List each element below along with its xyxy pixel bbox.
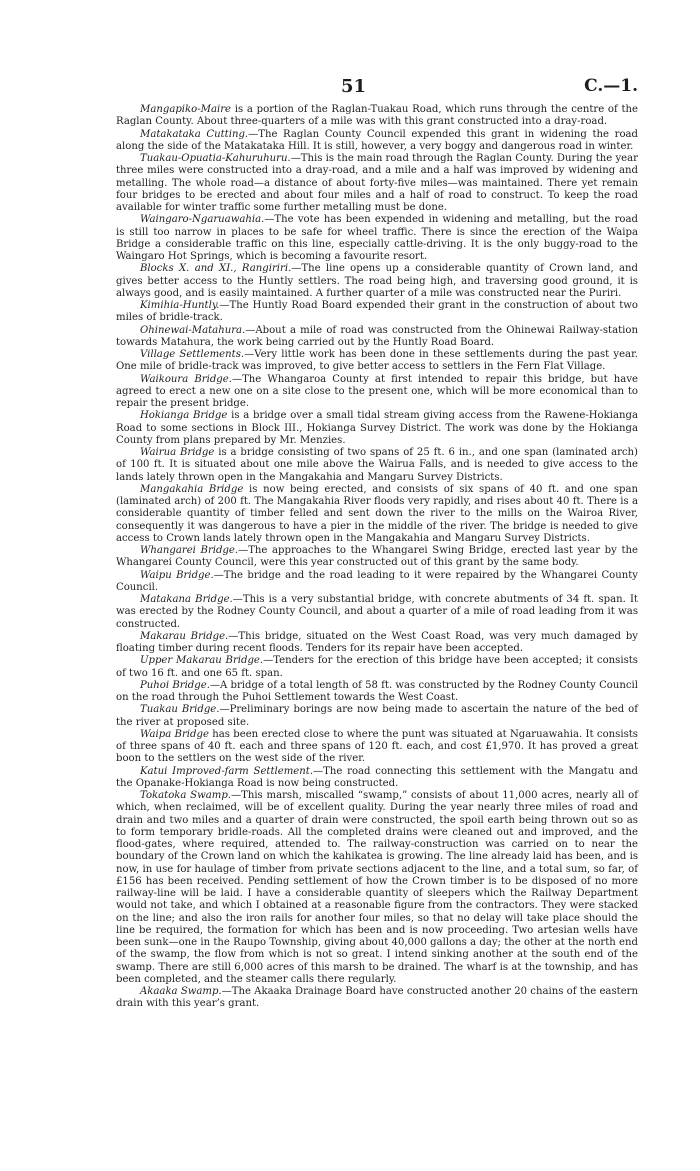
paragraph [116,986,638,1011]
paragraph-heading: Mangapiko-Maire [140,104,232,115]
body-text [116,104,638,1011]
paragraph-body: —A bridge of a total length of 58 ft. was constructed by the Rodney County Council on the road through the Puhoi Settlement towards the West Coast. [116,679,638,703]
paragraph [116,153,638,214]
paragraph-heading: Kimihia-Huntly. [140,300,220,311]
paragraph-body: is a bridge consisting of two spans of 25 ft. 6 in., and one span (laminated arch) of 100 ft. It is situated about one mile above the Wairua Falls, and is needed to give access to the lands lately thrown open in the Mangakahia and Mangaru Survey Districts. [116,447,638,483]
paragraph-body: —This marsh, miscalled “swamp,” consists of about 11,000 acres, nearly all of which, when reclaimed, will be of excellent quality. During the year nearly three miles of road and drain and two miles and a quarter of drain were constructed, the spoil earth being thrown out so as to form temporary bridle-roads. All the completed drains were cleaned out and improved, and the flood-gates, where required, attended to. The railway-construction was carried on to near the boundary of the Crown land on which the kahikatea is growing. The line already laid has been, and is now, in use for haulage of timber from private sections adjacent to the line, and a total sum, so far, of £156 has been received. Pending settlement of how the Crown timber is to be disposed of no more railway-line will be laid. I have a considerable quantity of sleepers which the Railway Department would not take, and which I obtained at a reasonable figure from the contractors. They were stacked on the line; and also the iron rails for another four miles, so that no delay will take place should the line be required, the formation for which has been and is now proceeding. Two artesian wells have been sunk—one in the Raupo Township, giving about 40,000 gallons a day; the other at the north end of the swamp, the flow from which is not so great. I intend sinking another at the south end of the swamp. There are still 6,000 acres of this marsh to be drained. The wharf is at the township, and has been completed, and the steamer calls there regularly. [116,790,638,985]
paragraph [116,680,638,705]
paragraph [116,374,638,411]
paragraph [116,570,638,595]
paragraph [116,766,638,791]
paragraph [116,129,638,154]
paragraph-heading: Ohinewai-Matahura. [140,324,246,336]
page-header [116,76,638,96]
paragraph-heading: Hokianga Bridge [140,410,228,422]
paragraph [116,349,638,374]
paragraph-body: —This bridge, situated on the West Coast Road, was very much damaged by floating timber during recent floods. Tenders for its repair have been accepted. [116,630,638,654]
paragraph [116,263,638,300]
paragraph-body: —The approaches to the Whangarei Swing Bridge, erected last year by the Whangarei County Council, were this year constructed out of this grant by the same body. [116,545,638,569]
paragraph-heading: Akaaka Swamp. [140,986,222,997]
paragraph-body: —The Huntly Road Board expended their grant in the construction of about two miles of bridle-track. [116,300,638,324]
paragraph [116,631,638,656]
paragraph-body: is now being erected, and consists of six spans of 40 ft. and one span (laminated arch) of 200 ft. The Mangakahia River floods very rapidly, and rises about 40 ft. There is a considerable quantity of timber felled and sent down the river to the mills on the Wairoa River, consequently it was dangerous to have a pier in the middle of the river. The bridge is needed to give access to Crown lands lately thrown open in the Mangakahia and Mangaru Survey Districts. [116,483,638,544]
document-reference: C.—1. [584,76,638,96]
paragraph-heading: Upper Makarau Bridge. [140,655,264,667]
page-number: 51 [341,76,367,97]
paragraph [116,447,638,484]
paragraph-heading: Katui Improved-farm Settlement. [140,765,314,777]
paragraph [116,484,638,545]
paragraph [116,410,638,447]
paragraph-heading: Makarau Bridge. [140,630,229,642]
paragraph [116,790,638,986]
paragraph-body: is a portion of the Raglan-Tuakau Road, which runs through the centre of the Raglan County. About three-quarters of a mile was with this grant constructed into a dray-road. [116,104,638,128]
paragraph-heading: Tokatoka Swamp. [140,790,231,801]
paragraph [116,729,638,766]
paragraph-heading: Waipu Bridge. [140,569,214,581]
paragraph-body: —The vote has been expended in widening and metalling, but the road is still too narrow in places to be safe for wheel traffic. There is since the erection of the Waipa Bridge a considerable traffic on this line, especially cattle-driving. It is the only buggy-road to the Waingaro Hot Springs, which is becoming a favourite resort. [116,214,638,262]
paragraph-heading: Waingaro-Ngaruawahia. [140,214,265,226]
paragraph [116,545,638,570]
paragraph-body: —This is the main road through the Raglan County. During the year three miles were constructed into a dray-road, and a mile and a half was improved by widening and metalling. The whole road—a distance of about forty-five miles—was maintained. There yet remain four bridges to be erected and about four miles and a half of road to construct. To keep the road available for winter traffic some further metalling must be done. [116,153,638,213]
paragraph [116,594,638,631]
paragraph-body: —The line opens up a considerable quantity of Crown land, and gives better access to the Huntly settlers. The road being high, and traversing good ground, it is always good, and is easily maintained. A further quarter of a mile was constructed near the Puriri. [116,263,638,299]
paragraph-heading: Blocks X. and XI., Rangiriri. [140,263,292,275]
paragraph-heading: Tuakau Bridge. [140,704,220,716]
paragraph-body: has been erected close to where the punt was situated at Ngaruawahia. It consists of three spans of 40 ft. each and three spans of 120 ft. each, and cost £1,970. It has proved a great boon to the settlers on the west side of the river. [116,728,638,765]
paragraph-body: is a bridge over a small tidal stream giving access from the Rawene-Hokianga Road to some sections in Block III., Hokianga Survey District. The work was done by the Hokianga County from plans prepared by Mr. Menzies. [116,410,638,446]
paragraph [116,704,638,729]
paragraph-body: —The Whangaroa County at first intended to repair this bridge, but have agreed to erect a new one on a site close to the present one, which will be more economical than to repair the present bridge. [116,373,638,409]
paragraph-body: —The road connecting this settlement with the Mangatu and the Opanake-Hokianga Road is now being constructed. [116,765,638,789]
paragraph-body: —The Raglan County Council expended this grant in widening the road along the side of the Matakataka Hill. It is still, however, a very boggy and dangerous road in winter. [116,128,639,152]
paragraph [116,104,638,129]
paragraph-heading: Mangakahia Bridge [140,483,244,495]
paragraph-heading: Matakataka Cutting. [140,128,249,140]
paragraph [116,325,638,350]
paragraph-heading: Village Settlements. [140,349,245,360]
paragraph-heading: Wairua Bridge [140,447,215,458]
paragraph-heading: Tuakau-Opuatia-Kahuruhuru. [140,153,291,164]
paragraph [116,655,638,680]
paragraph-body: —Very little work has been done in these settlements during the past year. One mile of bridle-track was improved, to give better access to settlers in the Fern Flat Village. [116,349,639,373]
paragraph-body: —This is a very substantial bridge, with concrete abutments of 34 ft. span. It was erected by the Rodney County Council, and about a quarter of a mile of road leading from it was constructed. [116,594,638,630]
paragraph-body: —The bridge and the road leading to it were repaired by the Whangarei County Council. [116,569,639,593]
paragraph-heading: Whangarei Bridge. [140,545,239,556]
paragraph-heading: Waipa Bridge [140,728,209,740]
paragraph-heading: Puhoi Bridge. [140,679,210,691]
paragraph-body: —Preliminary borings are now being made to ascertain the nature of the bed of the river at proposed site. [116,704,638,728]
paragraph [116,214,638,263]
paragraph-body: —The Akaaka Drainage Board have constructed another 20 chains of the eastern drain with this year’s grant. [116,986,638,1010]
paragraph-body: —About a mile of road was constructed from the Ohinewai Railway-station towards Matahura, the work being carried out by the Huntly Road Board. [116,324,638,348]
paragraph [116,300,638,325]
paragraph-heading: Waikoura Bridge. [140,373,232,385]
paragraph-heading: Matakana Bridge. [140,594,233,605]
paragraph-body: —Tenders for the erection of this bridge have been accepted; it consists of two 16 ft. and one 65 ft. span. [116,655,638,679]
